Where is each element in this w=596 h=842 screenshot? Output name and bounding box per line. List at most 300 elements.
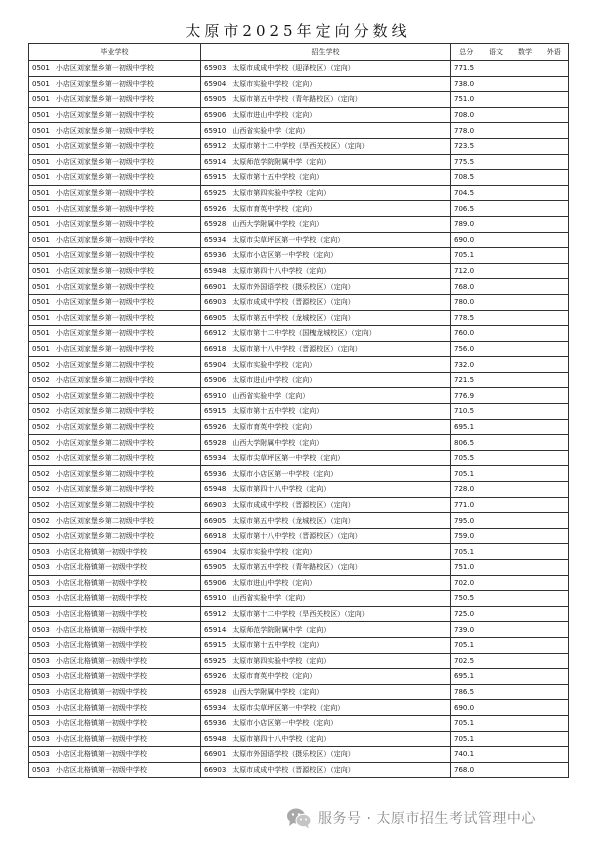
graduate-school-name: 小店区刘家堡乡第一初级中学校: [55, 267, 154, 276]
cell-graduate-school: [29, 700, 201, 716]
enroll-school-name: 山西省实验中学（定向）: [232, 126, 310, 135]
table-row: [29, 138, 569, 154]
cell-math-score: [511, 653, 540, 669]
cell-english-score: [540, 170, 569, 186]
cell-math-score: [511, 248, 540, 264]
graduate-school-code: 0501: [32, 142, 50, 151]
table-row: [29, 528, 569, 544]
cell-enroll-school: [201, 216, 451, 232]
cell-enroll-school: [201, 700, 451, 716]
enroll-school-code: 65915: [204, 407, 227, 416]
enroll-school-code: 65904: [204, 79, 227, 88]
enroll-school-code: 65903: [204, 64, 227, 73]
cell-math-score: [511, 388, 540, 404]
cell-math-score: [511, 419, 540, 435]
graduate-school-code: 0501: [32, 267, 50, 276]
cell-math-score: [511, 263, 540, 279]
cell-graduate-school: [29, 76, 201, 92]
enroll-school-code: 65936: [204, 719, 227, 728]
cell-enroll-school: [201, 248, 451, 264]
cell-enroll-school: [201, 637, 451, 653]
graduate-school-code: 0503: [32, 641, 50, 650]
cell-enroll-school: [201, 544, 451, 560]
cell-total-score: 789.0: [451, 216, 482, 232]
enroll-school-name: 太原师范学院附属中学（定向）: [232, 625, 331, 634]
enroll-school-code: 66903: [204, 766, 227, 775]
cell-math-score: [511, 294, 540, 310]
cell-enroll-school: [201, 388, 451, 404]
enroll-school-name: 太原市第五中学校（龙城校区）（定向）: [232, 516, 355, 525]
cell-chinese-score: [482, 684, 511, 700]
table-row: [29, 170, 569, 186]
enroll-school-code: 65925: [204, 189, 227, 198]
cell-enroll-school: [201, 715, 451, 731]
graduate-school-code: 0501: [32, 79, 50, 88]
cell-english-score: [540, 591, 569, 607]
cell-math-score: [511, 482, 540, 498]
cell-chinese-score: [482, 170, 511, 186]
cell-total-score: 705.1: [451, 466, 482, 482]
cell-graduate-school: [29, 637, 201, 653]
cell-math-score: [511, 326, 540, 342]
enroll-school-code: 65912: [204, 142, 227, 151]
cell-total-score: 780.0: [451, 294, 482, 310]
cell-math-score: [511, 622, 540, 638]
graduate-school-name: 小店区刘家堡乡第一初级中学校: [55, 64, 154, 73]
graduate-school-code: 0503: [32, 672, 50, 681]
graduate-school-code: 0503: [32, 719, 50, 728]
table-row: [29, 575, 569, 591]
enroll-school-code: 65926: [204, 204, 227, 213]
cell-math-score: [511, 123, 540, 139]
table-row: [29, 450, 569, 466]
header-math: 数学: [511, 44, 540, 61]
cell-graduate-school: [29, 528, 201, 544]
cell-enroll-school: [201, 263, 451, 279]
cell-enroll-school: [201, 450, 451, 466]
cell-chinese-score: [482, 185, 511, 201]
graduate-school-name: 小店区刘家堡乡第一初级中学校: [55, 189, 154, 198]
enroll-school-name: 太原市第十八中学校（晋源校区）（定向）: [232, 532, 362, 541]
cell-enroll-school: [201, 528, 451, 544]
cell-english-score: [540, 154, 569, 170]
enroll-school-code: 65928: [204, 688, 227, 697]
cell-chinese-score: [482, 61, 511, 77]
cell-graduate-school: [29, 575, 201, 591]
cell-math-score: [511, 341, 540, 357]
cell-english-score: [540, 138, 569, 154]
cell-total-score: 702.5: [451, 653, 482, 669]
graduate-school-code: 0502: [32, 376, 50, 385]
table-row: [29, 248, 569, 264]
cell-graduate-school: [29, 310, 201, 326]
cell-enroll-school: [201, 372, 451, 388]
cell-chinese-score: [482, 248, 511, 264]
enroll-school-code: 65904: [204, 360, 227, 369]
cell-enroll-school: [201, 606, 451, 622]
cell-total-score: 706.5: [451, 201, 482, 217]
table-row: [29, 544, 569, 560]
enroll-school-name: 太原市进山中学校（定向）: [232, 376, 317, 385]
cell-enroll-school: [201, 653, 451, 669]
cell-chinese-score: [482, 762, 511, 778]
cell-math-score: [511, 279, 540, 295]
cell-enroll-school: [201, 419, 451, 435]
cell-graduate-school: [29, 248, 201, 264]
graduate-school-name: 小店区北格镇第一初级中学校: [55, 641, 147, 650]
cell-chinese-score: [482, 544, 511, 560]
cell-english-score: [540, 466, 569, 482]
cell-total-score: 756.0: [451, 341, 482, 357]
cell-chinese-score: [482, 372, 511, 388]
enroll-school-code: 65934: [204, 235, 227, 244]
cell-enroll-school: [201, 497, 451, 513]
cell-chinese-score: [482, 279, 511, 295]
cell-enroll-school: [201, 435, 451, 451]
cell-graduate-school: [29, 138, 201, 154]
cell-math-score: [511, 731, 540, 747]
enroll-school-name: 太原市成成中学校（晋源校区）（定向）: [232, 500, 355, 509]
enroll-school-code: 65948: [204, 485, 227, 494]
enroll-school-name: 太原市第五中学校（青年路校区）（定向）: [232, 563, 362, 572]
cell-math-score: [511, 528, 540, 544]
header-chinese: 语文: [482, 44, 511, 61]
watermark-text: 服务号 · 太原市招生考试管理中心: [318, 811, 536, 827]
enroll-school-code: 65915: [204, 173, 227, 182]
cell-total-score: 771.5: [451, 61, 482, 77]
graduate-school-name: 小店区北格镇第一初级中学校: [55, 547, 147, 556]
graduate-school-name: 小店区北格镇第一初级中学校: [55, 734, 147, 743]
cell-graduate-school: [29, 669, 201, 685]
cell-enroll-school: [201, 138, 451, 154]
enroll-school-code: 66903: [204, 298, 227, 307]
cell-enroll-school: [201, 684, 451, 700]
cell-enroll-school: [201, 669, 451, 685]
graduate-school-code: 0502: [32, 500, 50, 509]
table-row: [29, 497, 569, 513]
cell-chinese-score: [482, 92, 511, 108]
cell-chinese-score: [482, 123, 511, 139]
cell-english-score: [540, 560, 569, 576]
cell-math-score: [511, 170, 540, 186]
table-row: [29, 92, 569, 108]
enroll-school-name: 太原市实验中学校（定向）: [232, 360, 317, 369]
enroll-school-code: 66918: [204, 344, 227, 353]
cell-total-score: 725.0: [451, 606, 482, 622]
graduate-school-code: 0502: [32, 469, 50, 478]
cell-english-score: [540, 294, 569, 310]
cell-enroll-school: [201, 201, 451, 217]
enroll-school-code: 65904: [204, 547, 227, 556]
enroll-school-code: 65928: [204, 220, 227, 229]
cell-math-score: [511, 606, 540, 622]
table-row: [29, 684, 569, 700]
table-row: [29, 154, 569, 170]
cell-chinese-score: [482, 263, 511, 279]
cell-total-score: 704.5: [451, 185, 482, 201]
enroll-school-name: 太原市第五中学校（龙城校区）（定向）: [232, 313, 355, 322]
table-row: [29, 731, 569, 747]
cell-graduate-school: [29, 388, 201, 404]
graduate-school-code: 0501: [32, 344, 50, 353]
cell-enroll-school: [201, 170, 451, 186]
cell-graduate-school: [29, 92, 201, 108]
cell-enroll-school: [201, 185, 451, 201]
cell-total-score: 806.5: [451, 435, 482, 451]
table-row: [29, 326, 569, 342]
enroll-school-name: 太原市第十五中学校（定向）: [232, 641, 324, 650]
cell-graduate-school: [29, 107, 201, 123]
enroll-school-code: 65934: [204, 703, 227, 712]
cell-enroll-school: [201, 560, 451, 576]
cell-total-score: 786.5: [451, 684, 482, 700]
enroll-school-code: 65926: [204, 672, 227, 681]
graduate-school-code: 0503: [32, 594, 50, 603]
cell-math-score: [511, 700, 540, 716]
enroll-school-code: 65906: [204, 111, 227, 120]
table-row: [29, 372, 569, 388]
cell-graduate-school: [29, 154, 201, 170]
cell-graduate-school: [29, 294, 201, 310]
cell-enroll-school: [201, 762, 451, 778]
cell-chinese-score: [482, 637, 511, 653]
table-row: [29, 747, 569, 763]
graduate-school-code: 0503: [32, 688, 50, 697]
cell-total-score: 721.5: [451, 372, 482, 388]
enroll-school-name: 太原市成成中学校（迎泽校区）（定向）: [232, 64, 355, 73]
cell-chinese-score: [482, 388, 511, 404]
graduate-school-name: 小店区刘家堡乡第一初级中学校: [55, 329, 154, 338]
cell-english-score: [540, 61, 569, 77]
cell-graduate-school: [29, 560, 201, 576]
table-row: [29, 123, 569, 139]
cell-enroll-school: [201, 294, 451, 310]
graduate-school-name: 小店区刘家堡乡第二初级中学校: [55, 438, 154, 447]
graduate-school-code: 0501: [32, 235, 50, 244]
enroll-school-name: 太原市进山中学校（定向）: [232, 111, 317, 120]
enroll-school-code: 66905: [204, 313, 227, 322]
table-row: [29, 715, 569, 731]
cell-total-score: 705.1: [451, 248, 482, 264]
table-row: [29, 669, 569, 685]
cell-total-score: 702.0: [451, 575, 482, 591]
graduate-school-code: 0501: [32, 204, 50, 213]
cell-math-score: [511, 669, 540, 685]
table-row: [29, 700, 569, 716]
cell-graduate-school: [29, 279, 201, 295]
cell-chinese-score: [482, 216, 511, 232]
cell-enroll-school: [201, 747, 451, 763]
graduate-school-name: 小店区刘家堡乡第二初级中学校: [55, 532, 154, 541]
cell-total-score: 708.0: [451, 107, 482, 123]
cell-english-score: [540, 248, 569, 264]
cell-english-score: [540, 606, 569, 622]
graduate-school-code: 0501: [32, 313, 50, 322]
cell-english-score: [540, 731, 569, 747]
cell-graduate-school: [29, 326, 201, 342]
graduate-school-code: 0503: [32, 656, 50, 665]
cell-english-score: [540, 107, 569, 123]
enroll-school-name: 山西省实验中学（定向）: [232, 391, 310, 400]
enroll-school-name: 太原市第四十八中学校（定向）: [232, 485, 331, 494]
enroll-school-name: 太原市第四十八中学校（定向）: [232, 267, 331, 276]
cell-graduate-school: [29, 513, 201, 529]
graduate-school-code: 0501: [32, 251, 50, 260]
cell-english-score: [540, 575, 569, 591]
cell-graduate-school: [29, 715, 201, 731]
enroll-school-name: 太原市第十二中学校（旱西关校区）（定向）: [232, 610, 369, 619]
table-row: [29, 294, 569, 310]
cell-chinese-score: [482, 341, 511, 357]
cell-total-score: 695.1: [451, 669, 482, 685]
cell-total-score: 768.0: [451, 762, 482, 778]
watermark: [286, 805, 536, 831]
table-row: [29, 513, 569, 529]
table-row: [29, 482, 569, 498]
cell-chinese-score: [482, 357, 511, 373]
header-english: 外语: [540, 44, 569, 61]
cell-chinese-score: [482, 138, 511, 154]
cell-english-score: [540, 279, 569, 295]
table-row: [29, 435, 569, 451]
cell-total-score: 705.1: [451, 715, 482, 731]
enroll-school-name: 太原市育英中学校（定向）: [232, 204, 317, 213]
cell-total-score: 690.0: [451, 700, 482, 716]
graduate-school-name: 小店区北格镇第一初级中学校: [55, 594, 147, 603]
cell-chinese-score: [482, 450, 511, 466]
cell-graduate-school: [29, 185, 201, 201]
cell-chinese-score: [482, 76, 511, 92]
enroll-school-code: 65936: [204, 469, 227, 478]
table-row: [29, 232, 569, 248]
cell-math-score: [511, 684, 540, 700]
table-row: [29, 606, 569, 622]
graduate-school-name: 小店区刘家堡乡第二初级中学校: [55, 422, 154, 431]
enroll-school-code: 65906: [204, 578, 227, 587]
enroll-school-name: 太原市实验中学校（定向）: [232, 79, 317, 88]
enroll-school-name: 山西大学附属中学校（定向）: [232, 220, 324, 229]
enroll-school-code: 66901: [204, 750, 227, 759]
enroll-school-name: 山西大学附属中学校（定向）: [232, 438, 324, 447]
graduate-school-code: 0502: [32, 438, 50, 447]
cell-chinese-score: [482, 731, 511, 747]
cell-total-score: 776.9: [451, 388, 482, 404]
cell-total-score: 795.0: [451, 513, 482, 529]
cell-chinese-score: [482, 435, 511, 451]
cell-english-score: [540, 684, 569, 700]
cell-english-score: [540, 388, 569, 404]
table-body: [29, 61, 569, 778]
cell-enroll-school: [201, 622, 451, 638]
cell-math-score: [511, 637, 540, 653]
table-row: [29, 466, 569, 482]
cell-enroll-school: [201, 76, 451, 92]
cell-english-score: [540, 216, 569, 232]
graduate-school-name: 小店区北格镇第一初级中学校: [55, 625, 147, 634]
cell-total-score: 740.1: [451, 747, 482, 763]
cell-enroll-school: [201, 575, 451, 591]
enroll-school-name: 太原市外国语学校（摄乐校区）（定向）: [232, 282, 355, 291]
graduate-school-name: 小店区刘家堡乡第一初级中学校: [55, 235, 154, 244]
table-row: [29, 310, 569, 326]
cell-english-score: [540, 544, 569, 560]
graduate-school-code: 0501: [32, 282, 50, 291]
enroll-school-code: 65910: [204, 126, 227, 135]
graduate-school-code: 0502: [32, 422, 50, 431]
cell-graduate-school: [29, 341, 201, 357]
graduate-school-code: 0503: [32, 625, 50, 634]
cell-graduate-school: [29, 497, 201, 513]
graduate-school-name: 小店区刘家堡乡第一初级中学校: [55, 220, 154, 229]
cell-english-score: [540, 341, 569, 357]
cell-total-score: 751.0: [451, 92, 482, 108]
enroll-school-name: 太原市外国语学校（摄乐校区）（定向）: [232, 750, 355, 759]
graduate-school-name: 小店区北格镇第一初级中学校: [55, 766, 147, 775]
cell-graduate-school: [29, 731, 201, 747]
graduate-school-code: 0502: [32, 454, 50, 463]
cell-math-score: [511, 185, 540, 201]
cell-total-score: 739.0: [451, 622, 482, 638]
cell-total-score: 738.0: [451, 76, 482, 92]
cell-chinese-score: [482, 700, 511, 716]
cell-math-score: [511, 138, 540, 154]
graduate-school-code: 0501: [32, 329, 50, 338]
cell-graduate-school: [29, 263, 201, 279]
cell-chinese-score: [482, 404, 511, 420]
header-total: 总分: [451, 44, 482, 61]
cell-graduate-school: [29, 482, 201, 498]
header-enroll-school: 招生学校: [201, 44, 451, 61]
graduate-school-code: 0501: [32, 64, 50, 73]
graduate-school-name: 小店区刘家堡乡第二初级中学校: [55, 407, 154, 416]
cell-math-score: [511, 560, 540, 576]
cell-chinese-score: [482, 653, 511, 669]
cell-graduate-school: [29, 684, 201, 700]
cell-math-score: [511, 61, 540, 77]
table-row: [29, 622, 569, 638]
graduate-school-name: 小店区北格镇第一初级中学校: [55, 578, 147, 587]
cell-total-score: 750.5: [451, 591, 482, 607]
graduate-school-name: 小店区刘家堡乡第一初级中学校: [55, 126, 154, 135]
cell-math-score: [511, 762, 540, 778]
cell-math-score: [511, 450, 540, 466]
cell-graduate-school: [29, 544, 201, 560]
enroll-school-code: 65914: [204, 157, 227, 166]
cell-math-score: [511, 357, 540, 373]
table-row: [29, 762, 569, 778]
wechat-icon: [286, 807, 312, 829]
cell-chinese-score: [482, 201, 511, 217]
cell-enroll-school: [201, 466, 451, 482]
cell-math-score: [511, 575, 540, 591]
enroll-school-name: 太原市尖草坪区第一中学校（定向）: [232, 235, 345, 244]
graduate-school-code: 0502: [32, 360, 50, 369]
graduate-school-name: 小店区北格镇第一初级中学校: [55, 656, 147, 665]
graduate-school-code: 0503: [32, 610, 50, 619]
enroll-school-code: 65905: [204, 563, 227, 572]
enroll-school-name: 太原市育英中学校（定向）: [232, 422, 317, 431]
cell-chinese-score: [482, 466, 511, 482]
cell-math-score: [511, 154, 540, 170]
cell-math-score: [511, 76, 540, 92]
table-row: [29, 201, 569, 217]
enroll-school-name: 太原市实验中学校（定向）: [232, 547, 317, 556]
graduate-school-name: 小店区刘家堡乡第一初级中学校: [55, 157, 154, 166]
cell-total-score: 705.1: [451, 637, 482, 653]
cell-graduate-school: [29, 372, 201, 388]
graduate-school-name: 小店区刘家堡乡第二初级中学校: [55, 485, 154, 494]
graduate-school-name: 小店区刘家堡乡第一初级中学校: [55, 111, 154, 120]
